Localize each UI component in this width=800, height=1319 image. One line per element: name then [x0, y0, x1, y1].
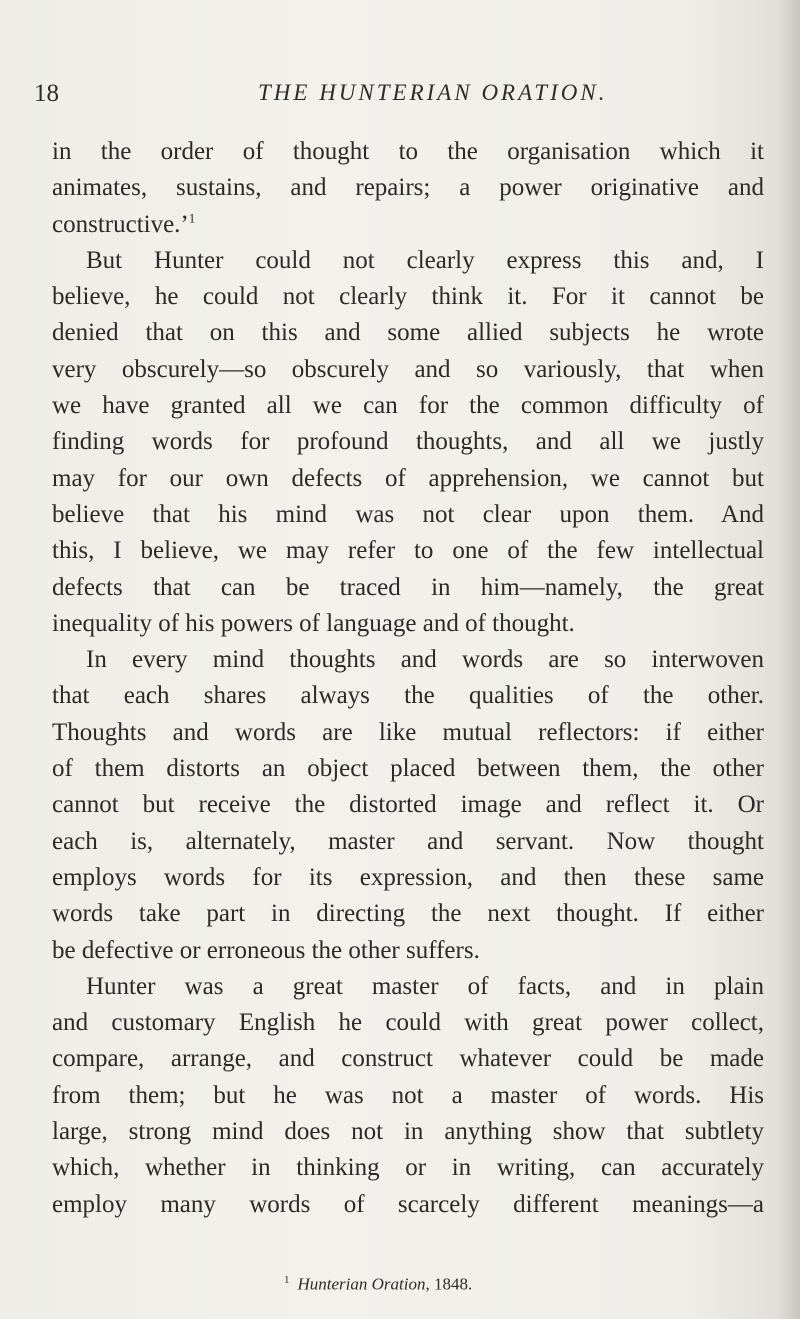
text-line: from them; but he was not a master of words. His	[52, 1081, 764, 1109]
text-line: Thoughts and words are like mutual reflectors: if either	[52, 718, 764, 746]
text-line: defects that can be traced in him—namely, the great	[52, 573, 764, 601]
text-line: each is, alternately, master and servant. Now thought	[52, 827, 764, 855]
text-line: cannot but receive the distorted image and reflect it. Or	[52, 791, 764, 819]
text-line: in the order of thought to the organisation which it	[52, 138, 764, 165]
text-line: of them distorts an object placed between them, the other	[52, 755, 764, 783]
text-line-content: constructive.’	[52, 210, 189, 238]
footnote-reference: 1	[188, 210, 196, 226]
text-line: employ many words of scarcely different meanings—a	[52, 1190, 764, 1218]
text-line: and customary English he could with great power collect,	[52, 1009, 764, 1037]
text-line: But Hunter could not clearly express this and, I	[86, 246, 764, 274]
text-line: believe, he could not clearly think it. For it cannot be	[52, 283, 764, 311]
text-line: which, whether in thinking or in writing, can accurately	[52, 1154, 764, 1182]
footnote-mark: 1	[284, 1274, 290, 1286]
footnote	[284, 1274, 472, 1295]
text-line: denied that on this and some allied subjects he wrote	[52, 319, 764, 347]
text-line: large, strong mind does not in anything show that subtlety	[52, 1118, 764, 1146]
page-number: 18	[34, 80, 59, 107]
text-line: this, I believe, we may refer to one of the few intellectual	[52, 537, 764, 565]
text-line: inequality of his powers of language and of thought.	[52, 609, 575, 637]
footnote-title: Hunterian Oration	[297, 1274, 426, 1294]
text-line: be defective or erroneous the other suffers.	[52, 936, 480, 964]
text-line: very obscurely—so obscurely and so variously, that when	[52, 355, 764, 383]
text-line: employs words for its expression, and then these same	[52, 863, 764, 891]
text-line: animates, sustains, and repairs; a power originative and	[52, 174, 764, 202]
text-line: finding words for profound thoughts, and all we justly	[52, 428, 764, 456]
text-line: believe that his mind was not clear upon them. And	[52, 500, 764, 528]
running-head: THE HUNTERIAN ORATION.	[258, 80, 608, 105]
text-line: Hunter was a great master of facts, and in plain	[86, 972, 764, 1000]
text-line: that each shares always the qualities of the other.	[52, 682, 764, 710]
text-line	[52, 207, 764, 243]
text-line: may for our own defects of apprehension, we cannot but	[52, 464, 764, 492]
footnote-year: , 1848.	[425, 1274, 473, 1294]
page-header	[0, 80, 800, 116]
text-line: we have granted all we can for the common difficulty of	[52, 392, 764, 420]
text-line: In every mind thoughts and words are so interwoven	[86, 646, 764, 674]
text-line: words take part in directing the next thought. If either	[52, 900, 764, 928]
text-line: compare, arrange, and construct whatever could be made	[52, 1045, 764, 1073]
body-text	[52, 134, 764, 1223]
